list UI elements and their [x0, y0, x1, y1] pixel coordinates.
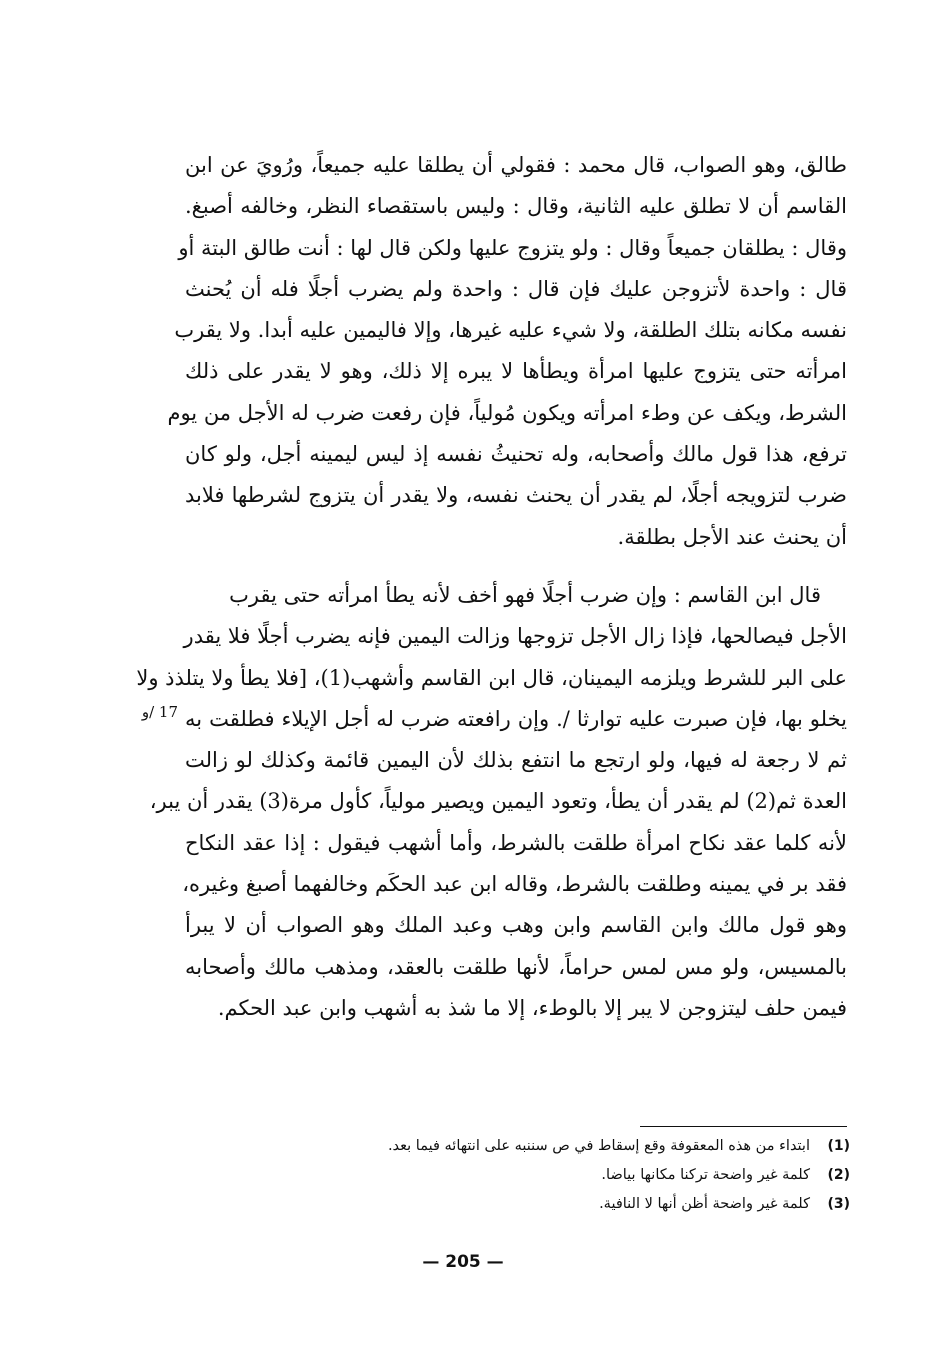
footnote-item: [330, 1161, 850, 1190]
footnote-item: [330, 1132, 850, 1161]
text-line: وهو قول مالك وابن القاسم وابن وهب وعبد الملك وهو الصواب أن لا يبرأ: [185, 913, 847, 938]
footnotes: [330, 1132, 850, 1219]
paragraph-1: [167, 145, 847, 558]
text-line: نفسه مكانه بتلك الطلقة، ولا شيء عليه غيرها، وإلا فاليمين عليه أبدا. ولا يقرب: [174, 318, 847, 343]
text-line: لأنه كلما عقد نكاح امرأة طلقت بالشرط، وأما أشهب فيقول : إذا عقد النكاح: [185, 830, 847, 855]
footnote-text: كلمة غير واضحة تركنا مكانها بياضا.: [601, 1167, 810, 1183]
text-line: ضرب لتزويجه أجلًا، لم يقدر أن يحنث نفسه، ولا يقدر أن يتزوج لشرطها فلابد: [185, 483, 847, 508]
text-line: قال : واحدة لأتزوجن عليك فإن قال : واحدة ولم يضرب أجلًا فله أن يُحنث: [185, 276, 847, 301]
text-line: طالق، وهو الصواب، قال محمد : فقولي أن يطلقا عليه جميعاً، ورُويَ عن ابن: [185, 153, 847, 177]
text-line: القاسم أن لا تطلق عليه الثانية، وقال : وليس باستقصاء النظر، وخالفه أصبغ.: [185, 194, 847, 219]
text-line: فقد بر في يمينه وطلقت بالشرط، وقاله ابن عبد الحكَم وخالفهما أصبغ وغيره،: [182, 872, 847, 897]
text-line: على البر للشرط ويلزمه اليمينان، قال ابن القاسم وأشهب(1)، [فلا يطأ ولا يتلذذ ولا: [136, 665, 847, 690]
page-number: — 205 —: [422, 1252, 504, 1272]
text-line: قال ابن القاسم : وإن ضرب أجلًا فهو أخف لأنه يطأ امرأته حتى يقرب: [229, 583, 821, 607]
footnote-number: (3): [827, 1196, 850, 1212]
text-line: العدة ثم(2) لم يقدر أن يطأ، وتعود اليمين ويصير مولياً، كأول مرة(3) يقدر أن يبر،: [149, 789, 847, 814]
text-line: الشرط، ويكف عن وطء امرأته ويكون مُولياً، فإن رفعت ضرب له الأجل من يوم: [167, 400, 847, 425]
text-line: وقال : يطلقان جميعاً وقال : ولو يتزوج عليها ولكن قال لها : أنت طالق البتة أو: [178, 235, 847, 260]
text-line: ترفع، هذا قول مالك وأصحابه، وله تحنيثُ نفسه إذ ليس ليمينه أجل، ولو كان: [185, 442, 847, 467]
footnote-item: [330, 1190, 850, 1219]
text-line: ثم لا رجعة له فيها، ولو ارتجع ما انتفع بذلك لأن اليمين قائمة وكذلك لو زالت: [185, 748, 847, 773]
text-line: امرأته حتى يتزوج عليها امرأة ويطأها لا يبره إلا ذلك، وهو لا يقدر على ذلك: [185, 359, 847, 384]
footnote-number: (2): [827, 1167, 850, 1183]
footnote-number: (1): [827, 1138, 850, 1154]
footnote-text: ابتداء من هذه المعقوفة وقع إسقاط في ص سننبه على انتهائه فيما بعد.: [387, 1138, 810, 1154]
manuscript-folio-marker: 17 /و: [141, 703, 178, 721]
text-line: يخلو بها، فإن صبرت عليه توارثا /. وإن رافعته ضرب له أجل الإيلاء فطلقت به: [185, 706, 847, 731]
text-line: بالمسيس، ولو مس لمس حراماً، لأنها طلقت بالعقد، ومذهب مالك وأصحابه: [185, 954, 847, 979]
text-line: أن يحنث عند الأجل بطلقة.: [617, 524, 847, 549]
text-line: الأجل فيصالحها، فإذا زال الأجل تزوجها وزالت اليمين فإنه يضرب أجلًا فلا يقدر: [183, 624, 847, 649]
footnote-text: كلمة غير واضحة أظن أنها لا النافية.: [599, 1196, 810, 1212]
footnote-divider: [640, 1126, 847, 1127]
text-line: فيمن حلف ليتزوجن لا يبر إلا بالوطء، إلا ما شذ به أشهب وابن عبد الحكم.: [217, 995, 847, 1020]
